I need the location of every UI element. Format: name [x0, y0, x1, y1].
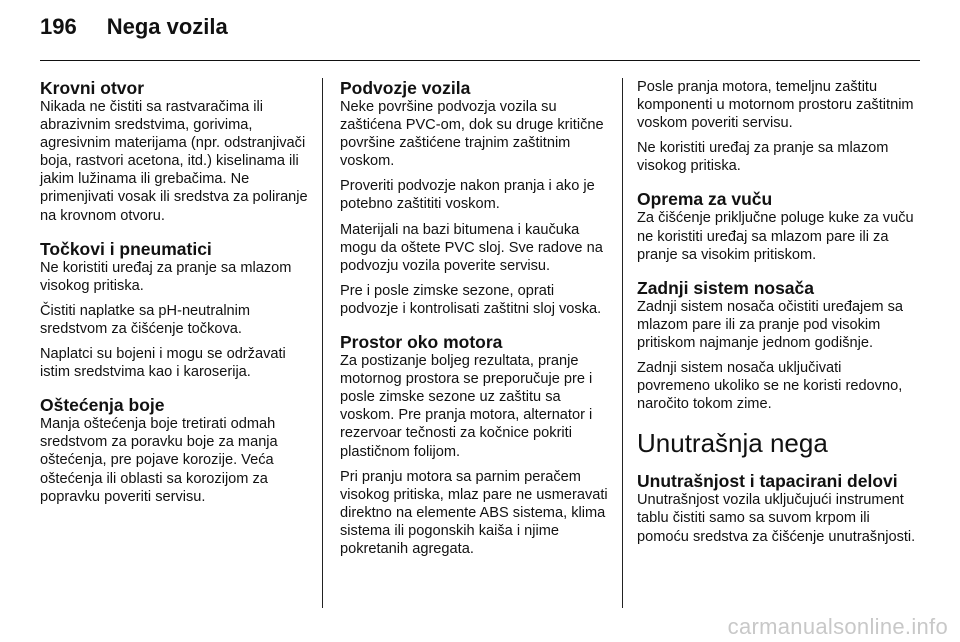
section-podvozje — [340, 78, 612, 318]
section-prostor-oko-motora — [340, 332, 612, 558]
paragraph: Neke površine podvozja vozila su zaštićena PVC-om, dok su druge kritične površine zaštićene trajnim zaštitnim voskom. — [340, 99, 604, 170]
paragraph: Unutrašnjost vozila uključujući instrument tablu čistiti samo sa suvom krpom ili pomoću sredstva za čišćenje unutrašnjosti. — [637, 492, 916, 545]
section-zadnji-sistem-nosaca — [637, 278, 917, 414]
paragraph: Za čišćenje priključne poluge kuke za vuču ne koristiti uređaj sa mlazom pare ili za pranje sa visokim pritiskom. — [637, 210, 914, 263]
section-heading: Prostor oko motora — [340, 332, 503, 353]
section-unutrasnjost — [637, 471, 917, 545]
paragraph: Nikada ne čistiti sa rastvaračima ili abrazivnim sredstvima, gorivima, agresivnim materijama (npr. odstranjivači boja, rastvori acetona, itd.) kiselinama ili jakim lužinama ili grebačima. Ne primenjivati vosak ili sredstva za poliranje na krovnom otvoru. — [40, 99, 308, 224]
section-intro — [637, 78, 917, 175]
section-heading: Zadnji sistem nosača — [637, 277, 815, 298]
paragraph: Pri pranju motora sa parnim peračem visokog pritiska, mlaz pare ne usmeravati direktno na elemente ABS sistema, klima sistema ili pogonskih kaiša i njime pokretanih agregata. — [340, 468, 608, 557]
section-heading: Krovni otvor — [40, 78, 145, 98]
column-3 — [637, 78, 917, 606]
paragraph: Naplatci su bojeni i mogu se održavati istim sredstvima kao i karoserija. — [40, 346, 286, 381]
section-heading: Podvozje vozila — [340, 78, 471, 98]
paragraph: Ne koristiti uređaj za pranje sa mlazom visokog pritiska. — [40, 259, 292, 294]
paragraph: Ne koristiti uređaj za pranje sa mlazom visokog pritiska. — [637, 140, 889, 175]
section-krovni-otvor — [40, 78, 308, 225]
page-number: 196 — [40, 14, 77, 39]
section-oprema-za-vucu — [637, 189, 917, 263]
paragraph: Čistiti naplatke sa pH-neutralnim sredstvom za čišćenje točkova. — [40, 302, 251, 337]
section-heading: Oštećenja boje — [40, 395, 165, 416]
header-rule — [40, 60, 920, 61]
column-2 — [340, 78, 612, 606]
paragraph: Proveriti podvozje nakon pranja i ako je potebno zaštititi voskom. — [340, 178, 595, 213]
paragraph: Zadnji sistem nosača uključivati povremeno ukoliko se ne koristi redovno, naročito tokom zime. — [637, 360, 903, 413]
section-heading: Unutrašnjost i tapacirani delovi — [637, 471, 898, 492]
watermark-text: carmanualsonline.info — [727, 614, 948, 639]
section-ostecenja-boje — [40, 395, 308, 505]
chapter-heading: Unutrašnja nega — [637, 428, 828, 459]
paragraph: Posle pranja motora, temeljnu zaštitu komponenti u motornom prostoru zaštitnim voskom poveriti servisu. — [637, 79, 914, 132]
section-heading: Točkovi i pneumatici — [40, 238, 212, 259]
section-heading: Oprema za vuču — [637, 189, 773, 210]
paragraph: Manja oštećenja boje tretirati odmah sredstvom za poravku boje za manja oštećenja, pre pojave korozije. Veća oštećenja ili oblasti sa korozijom za popravku poveriti servisu. — [40, 416, 278, 505]
column-divider — [322, 78, 323, 608]
column-1 — [40, 78, 308, 606]
chapter-title: Nega vozila — [106, 14, 228, 39]
paragraph: Zadnji sistem nosača očistiti uređajem sa mlazom pare ili za pranje pod visokim pritiskom najmanje jednom godišnje. — [637, 298, 904, 351]
paragraph: Za postizanje boljeg rezultata, pranje motornog prostora se preporučuje pre i posle zimske sezone uz zaštitu sa voskom. Pre pranja motora, alternator i rezervoar tečnosti za kočnice pokriti plastičnom folijom. — [340, 353, 593, 460]
column-divider — [622, 78, 623, 608]
section-tockovi — [40, 239, 308, 382]
page-header — [40, 14, 228, 54]
paragraph: Pre i posle zimske sezone, oprati podvozje i kontrolisati zaštitni sloj voska. — [340, 282, 602, 317]
paragraph: Materijali na bazi bitumena i kaučuka mogu da oštete PVC sloj. Sve radove na podvozju vozila poverite servisu. — [340, 221, 603, 274]
